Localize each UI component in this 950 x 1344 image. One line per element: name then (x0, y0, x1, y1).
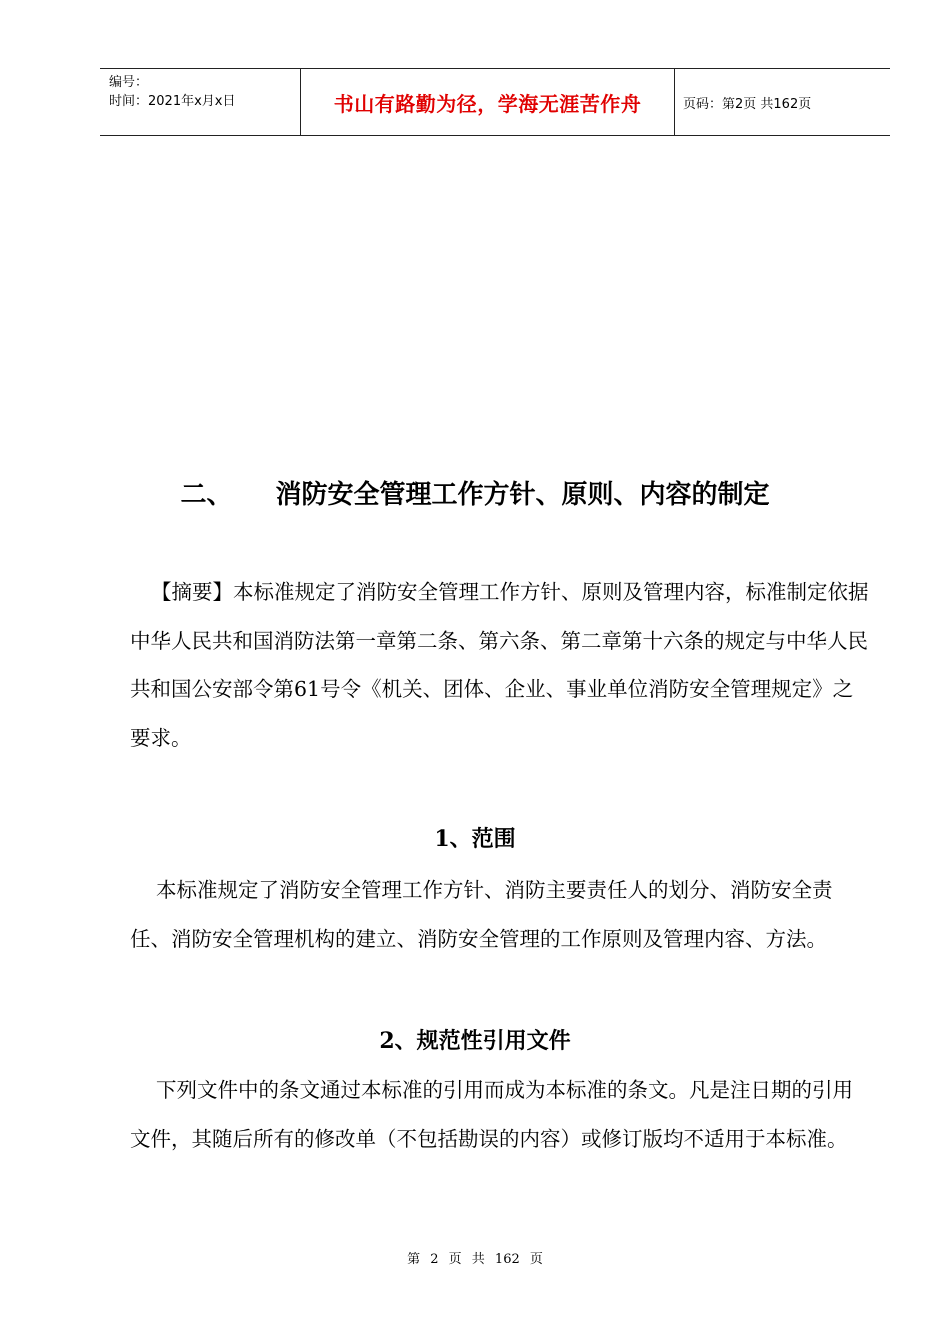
page-header (100, 68, 890, 136)
section-title-scope: 1、范围 (434, 826, 516, 852)
abstract-paragraph: 【摘要】本标准规定了消防安全管理工作方针、原则及管理内容，标准制定依据中华人民共和国消防法第一章第二条、第六条、第二章第十六条的规定与中华人民共和国公安部令第61号令《机关、团体、企业、事业单位消防安全管理规定》之要求。 (130, 580, 869, 750)
header-meta (100, 69, 301, 135)
section-body-scope: 本标准规定了消防安全管理工作方针、消防主要责任人的划分、消防安全责任、消防安全管理机构的建立、消防安全管理的工作原则及管理内容、方法。 (130, 878, 833, 951)
chapter-number: 二、 (180, 480, 233, 510)
section-body-references: 下列文件中的条文通过本标准的引用而成为本标准的条文。凡是注日期的引用文件，其随后所有的修改单（不包括勘误的内容）或修订版均不适用于本标准。 (130, 1078, 853, 1151)
header-page-label: 页码：第2页 共162页 (683, 96, 812, 112)
chapter-title (0, 474, 950, 511)
document-date-label: 时间：2021年x月x日 (109, 94, 236, 109)
document-number-label: 编号： (109, 75, 149, 90)
section-title-references: 2、规范性引用文件 (379, 1028, 571, 1054)
motto-text: 书山有路勤为径，学海无涯苦作舟 (333, 91, 642, 116)
page-footer: 第 2 页 共 162 页 (407, 1252, 543, 1267)
chapter-heading: 消防安全管理工作方针、原则、内容的制定 (275, 480, 770, 510)
header-motto (301, 69, 675, 135)
header-page-info (675, 69, 890, 135)
